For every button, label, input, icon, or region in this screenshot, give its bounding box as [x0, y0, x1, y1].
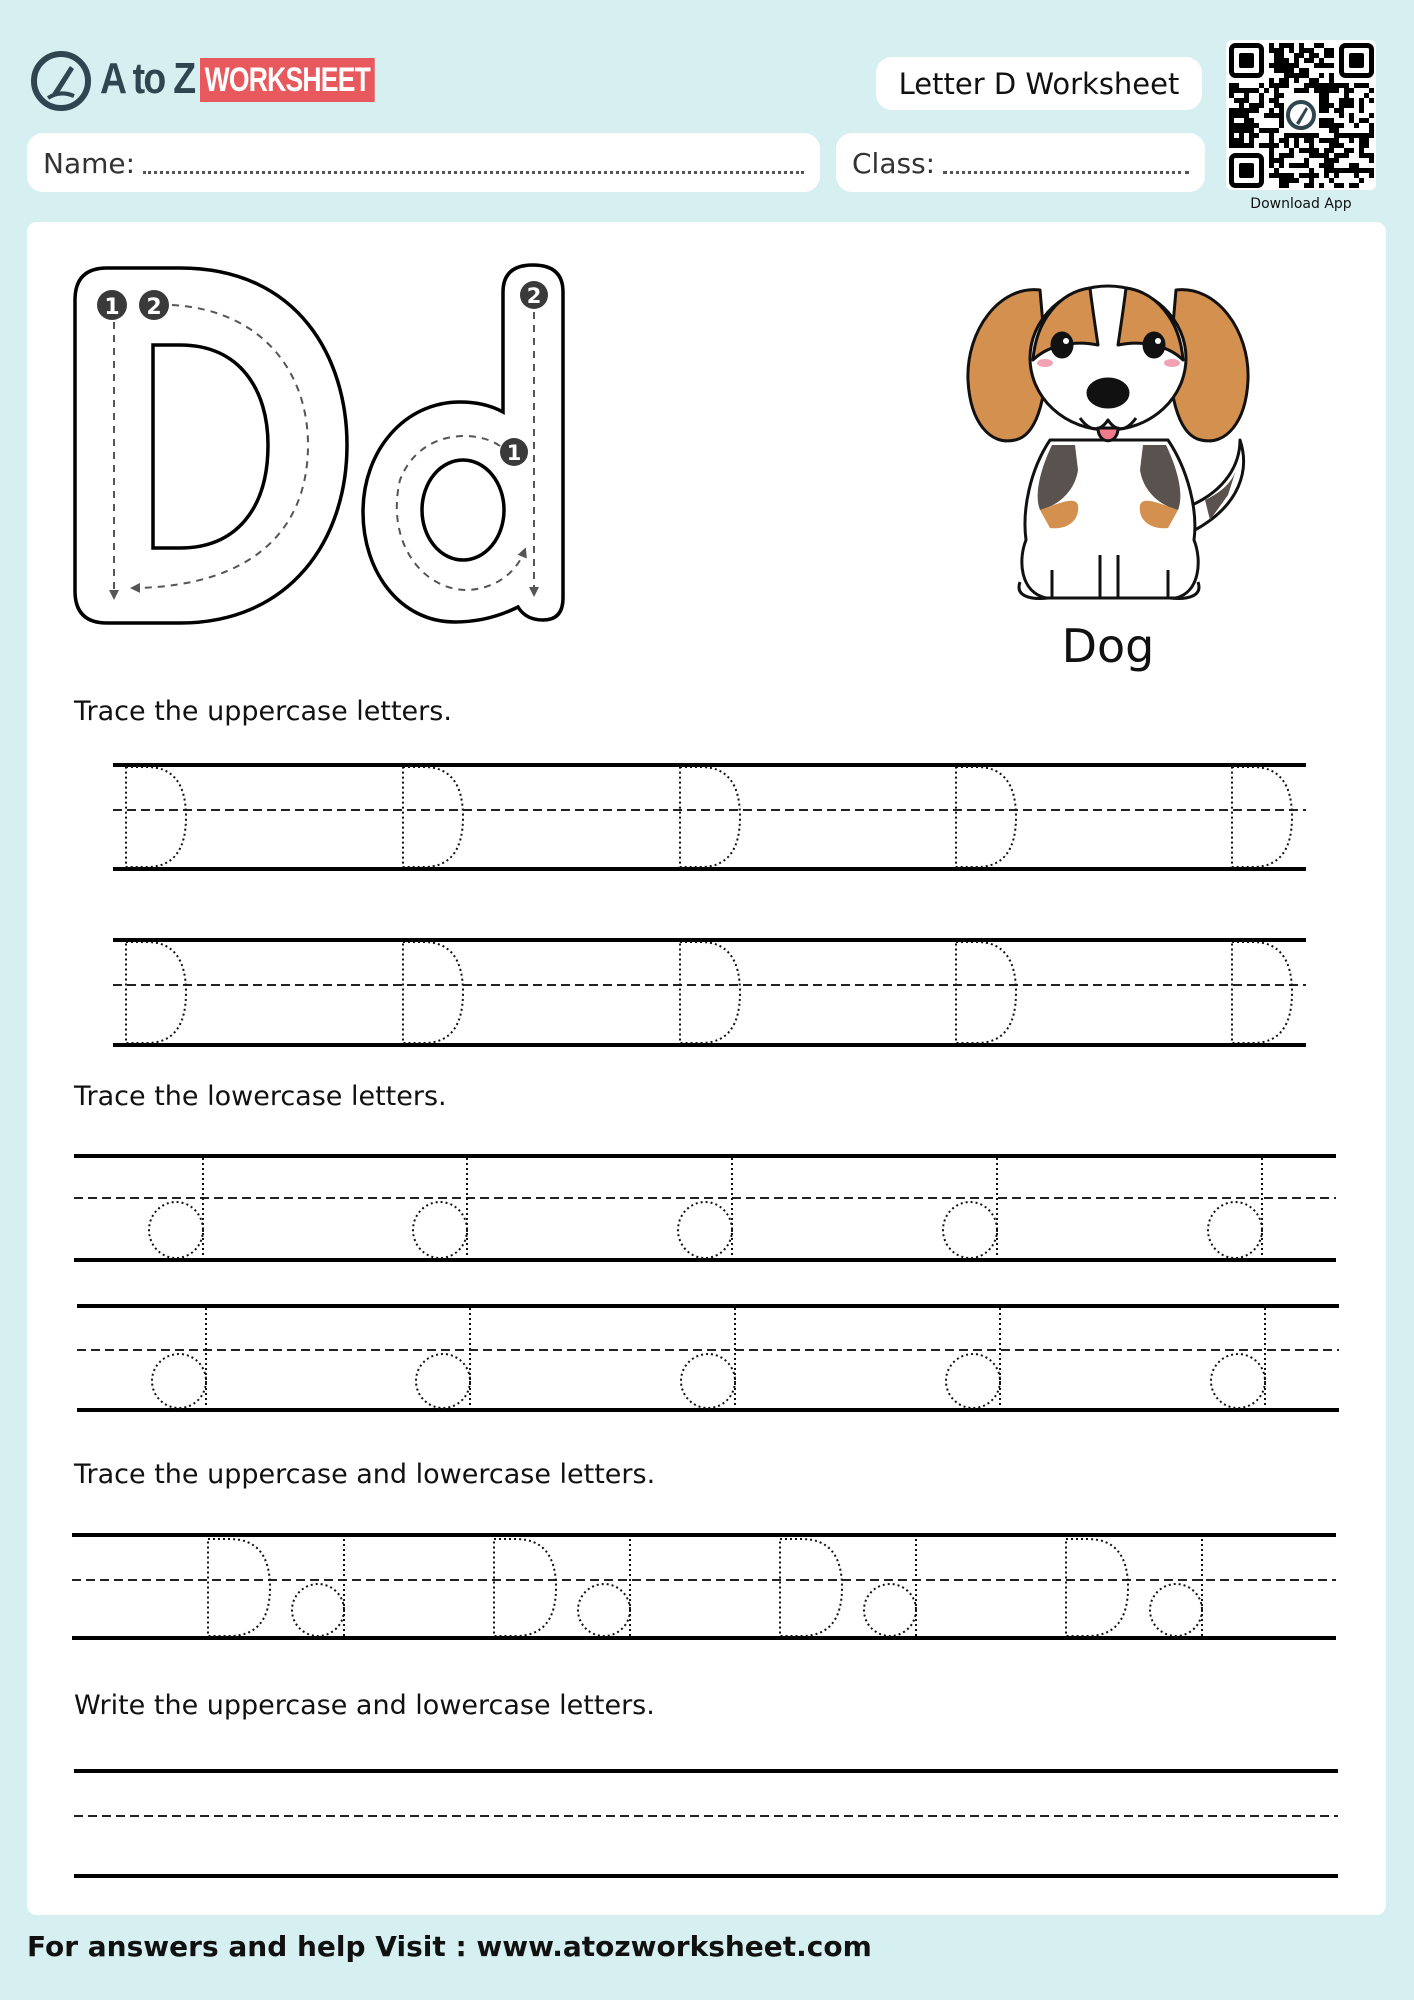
dotted-uppercase-d: [780, 1539, 842, 1636]
dotted-uppercase-d: [126, 767, 186, 867]
stroke-number-2-uppercase: [139, 290, 169, 320]
dotted-lowercase-d: [578, 1539, 630, 1636]
svg-text:2: 2: [526, 284, 542, 308]
instruction-lowercase: Trace the lowercase letters.: [74, 1081, 447, 1112]
svg-text:1: 1: [506, 441, 522, 465]
dotted-uppercase-d: [956, 767, 1016, 867]
dotted-uppercase-d: [403, 942, 463, 1043]
instruction-uppercase: Trace the uppercase letters.: [74, 696, 452, 727]
dotted-lowercase-d: [864, 1539, 916, 1636]
dotted-lowercase-d: [678, 1158, 732, 1258]
lowercase-trace-row[interactable]: [77, 1306, 1339, 1410]
svg-text:1: 1: [104, 295, 120, 320]
worksheet-title: Letter D Worksheet: [876, 57, 1202, 110]
dotted-uppercase-d: [956, 942, 1016, 1043]
download-app-caption: Download App: [1250, 196, 1352, 212]
stroke-number-2-lowercase: [520, 281, 548, 309]
big-lowercase-d: [363, 265, 563, 622]
dotted-uppercase-d: [208, 1539, 270, 1636]
picture-label: Dog: [1061, 619, 1155, 673]
mixed-trace-row[interactable]: [72, 1535, 1336, 1638]
instruction-write: Write the uppercase and lowercase letters.: [74, 1690, 655, 1721]
dotted-lowercase-d: [1211, 1308, 1265, 1408]
dotted-uppercase-d: [494, 1539, 556, 1636]
uppercase-trace-row[interactable]: [113, 765, 1306, 869]
big-uppercase-d: [75, 268, 347, 623]
name-label: Name:: [43, 147, 136, 180]
dotted-lowercase-d: [681, 1308, 735, 1408]
uppercase-trace-row[interactable]: [113, 940, 1306, 1045]
dotted-lowercase-d: [149, 1158, 203, 1258]
dog-illustration: [968, 286, 1248, 598]
dotted-uppercase-d: [126, 942, 186, 1043]
dotted-lowercase-d: [292, 1539, 344, 1636]
write-practice-row[interactable]: [74, 1771, 1338, 1876]
dotted-lowercase-d: [943, 1158, 997, 1258]
stroke-number-1-lowercase: [500, 438, 528, 466]
dotted-uppercase-d: [1066, 1539, 1128, 1636]
logo-badge: WORKSHEET: [200, 58, 375, 102]
instruction-mixed: Trace the uppercase and lowercase letters.: [74, 1459, 656, 1490]
dotted-uppercase-d: [680, 942, 740, 1043]
class-label: Class:: [852, 147, 936, 180]
dotted-lowercase-d: [416, 1308, 470, 1408]
footer-help-text[interactable]: For answers and help Visit : www.atozworksheet.com: [27, 1930, 872, 1963]
dotted-lowercase-d: [1208, 1158, 1262, 1258]
dotted-lowercase-d: [413, 1158, 467, 1258]
lowercase-trace-row[interactable]: [74, 1156, 1336, 1260]
dotted-uppercase-d: [1232, 942, 1292, 1043]
stroke-number-1-uppercase: [97, 290, 127, 320]
dotted-uppercase-d: [680, 767, 740, 867]
svg-text:2: 2: [146, 295, 162, 320]
dotted-lowercase-d: [946, 1308, 1000, 1408]
logo-text: A to Z: [100, 54, 195, 103]
dotted-uppercase-d: [1232, 767, 1292, 867]
dotted-uppercase-d: [403, 767, 463, 867]
dotted-lowercase-d: [1150, 1539, 1202, 1636]
dotted-lowercase-d: [152, 1308, 206, 1408]
